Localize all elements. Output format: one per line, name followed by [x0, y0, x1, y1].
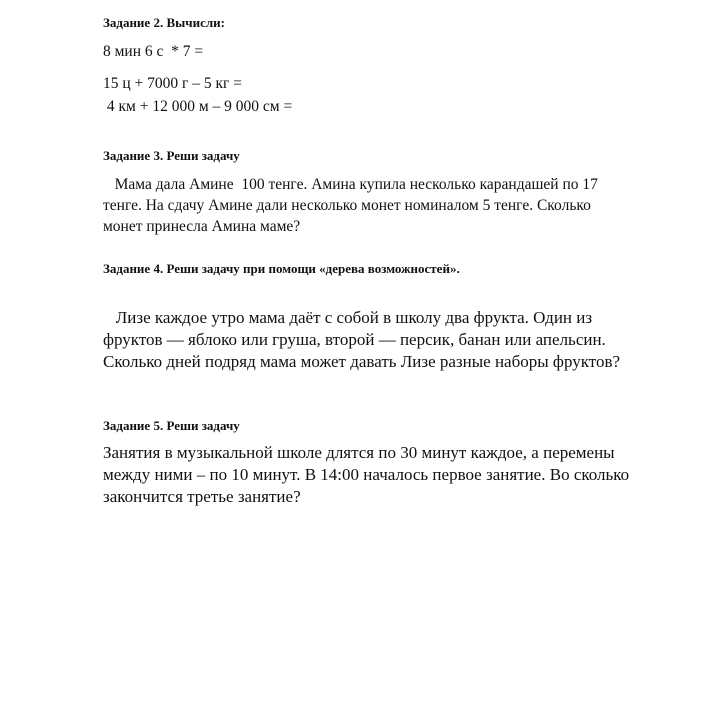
task3-line-1: Мама дала Амине 100 тенге. Амина купила несколько карандашей по 17	[103, 176, 598, 193]
task5-line-1: Занятия в музыкальной школе длятся по 30 минут каждое, а перемены	[103, 443, 615, 462]
task2-line-1: 8 мин 6 с * 7 =	[103, 43, 204, 60]
task5-heading: Задание 5. Реши задачу	[103, 418, 240, 433]
task5-line-3: закончится третье занятие?	[103, 487, 301, 506]
task3-line-2: тенге. На сдачу Амине дали несколько монет номиналом 5 тенге. Сколько	[103, 197, 591, 214]
task3-line-3: монет принесла Амина маме?	[103, 218, 301, 235]
task2-line-2: 15 ц + 7000 г – 5 кг =	[103, 75, 243, 92]
task2-heading: Задание 2. Вычисли:	[103, 15, 225, 30]
task4-line-2: фруктов — яблоко или груша, второй — персик, банан или апельсин.	[103, 330, 606, 349]
task3-text	[103, 174, 598, 237]
task5-text	[103, 442, 629, 508]
task4-line-3: Сколько дней подряд мама может давать Лизе разные наборы фруктов?	[103, 352, 621, 371]
task4-heading: Задание 4. Реши задачу при помощи «дерева возможностей».	[103, 261, 460, 276]
task2-line-3: 4 км + 12 000 м – 9 000 см =	[103, 98, 293, 115]
task4-line-1: Лизе каждое утро мама даёт с собой в школу два фрукта. Один из	[103, 308, 593, 327]
task5-line-2: между ними – по 10 минут. В 14:00 началось первое занятие. Во сколько	[103, 465, 630, 484]
task3-heading: Задание 3. Реши задачу	[103, 148, 240, 163]
task4-text	[103, 307, 620, 373]
